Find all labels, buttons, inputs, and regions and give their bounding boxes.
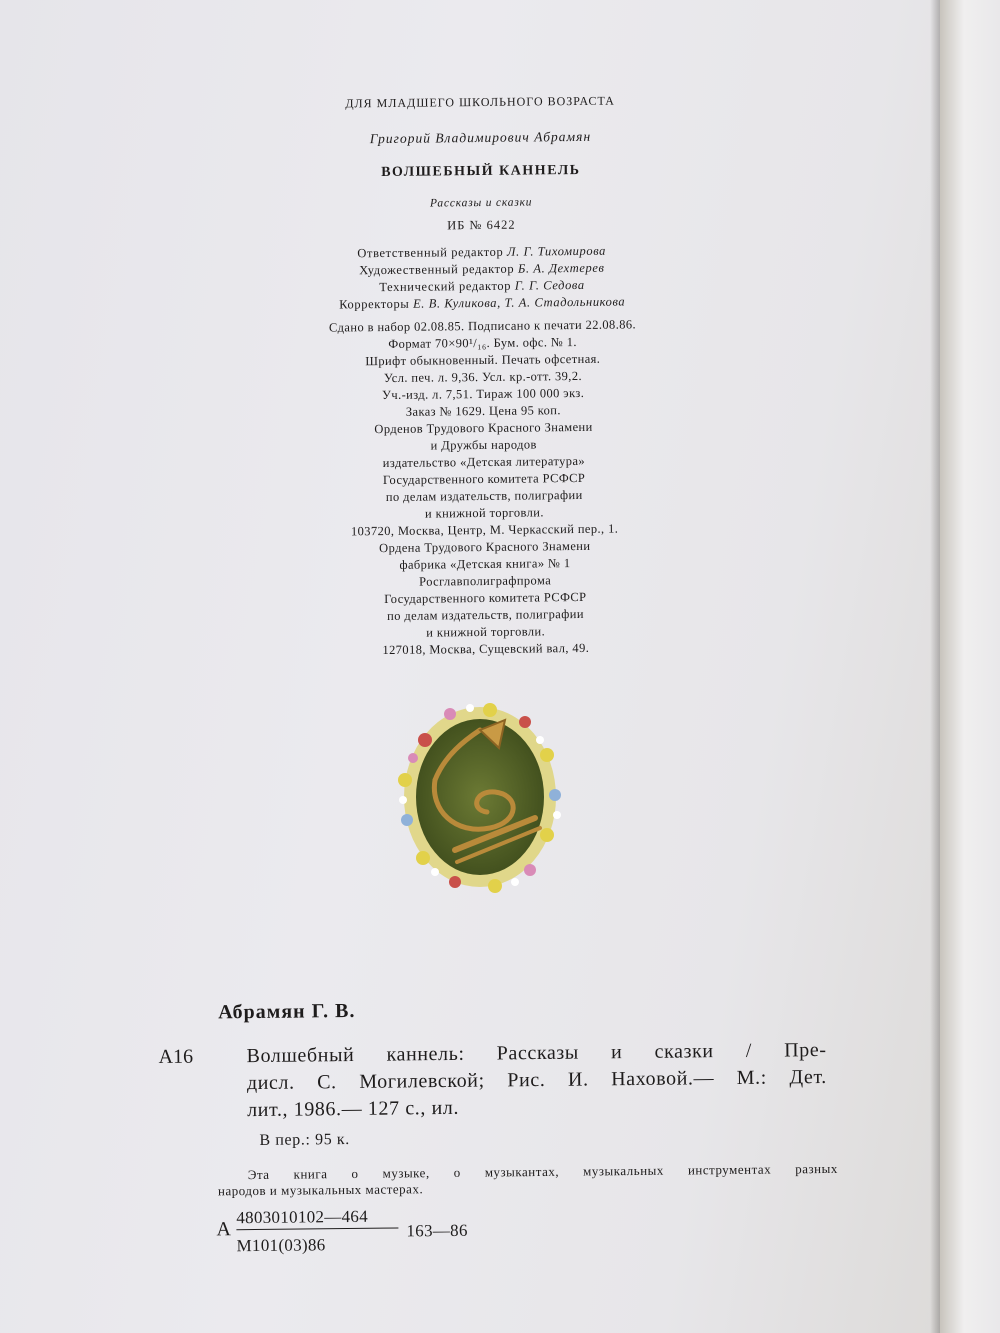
publication-line: Орденов Трудового Красного Знамени — [374, 419, 593, 437]
publication-line: Уч.-изд. л. 7,51. Тираж 100 000 экз. — [382, 385, 585, 403]
publication-line: Государственного комитета РСФСР — [384, 589, 587, 607]
imprint-block — [240, 89, 726, 660]
catalog-code-numerator: 4803010102—464 — [236, 1206, 369, 1228]
publication-line: 103720, Москва, Центр, М. Черкасский пер., 1. — [350, 521, 619, 539]
catalog-code-denominator: М101(03)86 — [236, 1235, 326, 1256]
annotation-line: Эта книга о музыке, о музыкантах, музыкальных инструментах разных — [247, 1160, 838, 1183]
description-line: лит., 1986.— 127 с., ил. — [247, 1096, 460, 1122]
editor-name: Б. А. Дехтерев — [517, 260, 605, 276]
catalog-classification: А16 — [158, 1045, 194, 1068]
description-line: дисл. С. Могилевской; Рис. И. Наховой.— М.: Дет. — [246, 1066, 827, 1095]
editor-line — [242, 292, 722, 314]
publication-line: и книжной торговли. — [426, 624, 546, 640]
catalog-price: В пер.: 95 к. — [259, 1130, 350, 1149]
publication-data — [242, 315, 726, 660]
editor-name: Г. Г. Седова — [514, 277, 585, 293]
editor-role: Ответственный редактор — [357, 244, 504, 261]
publication-line: Усл. печ. л. 9,36. Усл. кр.-отт. 39,2. — [383, 368, 583, 386]
ib-number: ИБ № 6422 — [447, 217, 516, 233]
publication-line: по делам издательств, полиграфии — [387, 606, 584, 624]
publication-line: Росглавполиграфпрома — [419, 573, 552, 589]
publication-line: и книжной торговли. — [424, 505, 544, 521]
editor-name: Е. В. Куликова, Т. А. Стадольникова — [412, 294, 626, 311]
next-page-edge — [940, 0, 1000, 1333]
catalog-author: Абрамян Г. В. — [218, 999, 356, 1024]
publication-line: Заказ № 1629. Цена 95 коп. — [405, 403, 561, 419]
book-subtitle: Рассказы и сказки — [429, 196, 533, 210]
publication-line: издательство «Детская литература» — [382, 453, 586, 471]
annotation-line: народов и музыкальных мастерах. — [217, 1181, 424, 1199]
author-full-name: Григорий Владимирович Абрамян — [369, 128, 592, 147]
editor-name: Л. Г. Тихомирова — [506, 243, 607, 259]
catalog-description — [246, 1037, 827, 1124]
publication-line: 127018, Москва, Сущевский вал, 49. — [382, 640, 590, 658]
editor-role: Корректоры — [339, 296, 410, 312]
hunting-horn-emblem — [395, 700, 565, 895]
catalog-code-right: 163—86 — [406, 1220, 468, 1241]
description-line: Волшебный каннель: Рассказы и сказки / Пре- — [246, 1039, 827, 1068]
catalog-index-letter: А — [216, 1218, 231, 1241]
age-line: ДЛЯ МЛАДШЕГО ШКОЛЬНОГО ВОЗРАСТА — [345, 93, 615, 111]
editors-list — [242, 241, 723, 314]
publication-line: фабрика «Детская книга» № 1 — [399, 556, 571, 572]
catalog-annotation — [218, 1161, 838, 1199]
editor-role: Технический редактор — [379, 278, 512, 295]
publication-line: по делам издательств, полиграфии — [385, 487, 583, 505]
publication-line: Государственного комитета РСФСР — [382, 470, 586, 488]
publication-line: Шрифт обыкновенный. Печать офсетная. — [365, 351, 601, 369]
book-title: ВОЛШЕБНЫЙ КАННЕЛЬ — [381, 162, 581, 181]
publication-line: Сдано в набор 02.08.85. Подписано к печати 22.08.86. — [328, 317, 637, 335]
editor-role: Художественный редактор — [359, 261, 515, 278]
publication-line: Формат 70×90¹/₁₆. Бум. офс. № 1. — [388, 334, 577, 351]
horn-wreath-icon — [395, 700, 565, 895]
publication-line: Ордена Трудового Красного Знамени — [379, 538, 591, 556]
publication-line: и Дружбы народов — [430, 437, 537, 453]
